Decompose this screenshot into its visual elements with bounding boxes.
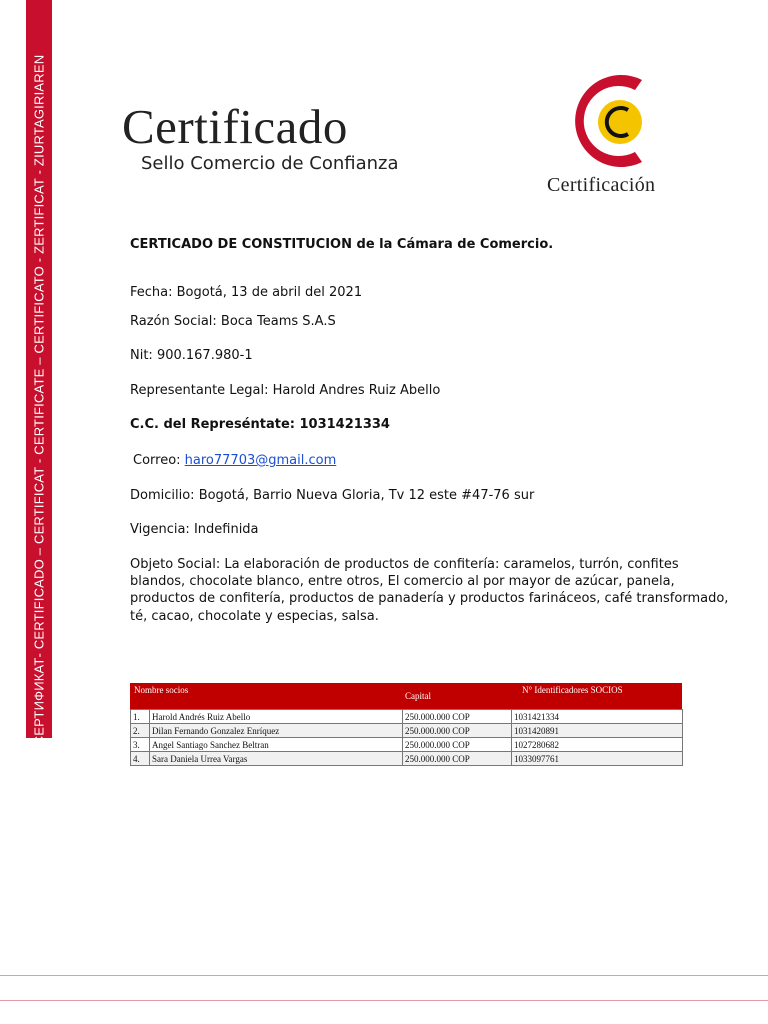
cc-line: C.C. del Represéntate: 1031421334 xyxy=(130,417,390,432)
row-capital: 250.000.000 COP xyxy=(403,724,512,738)
representante-line: Representante Legal: Harold Andres Ruiz Abello xyxy=(130,383,441,398)
table-body xyxy=(130,709,683,766)
objeto-social-paragraph: Objeto Social: La elaboración de productos de confitería: caramelos, turrón, confites blandos, chocolate blanco, entre otros, El comercio al por mayor de azúcar, panela, productos de confitería, productos de panadería y productos farináceos, café transformado, té, cacao, chocolate y especias, salsa. xyxy=(130,557,729,624)
table-row xyxy=(131,710,683,724)
row-name: Sara Daniela Urrea Vargas xyxy=(150,752,403,766)
certificate-heading: CERTICADO DE CONSTITUCION de la Cámara de Comercio. xyxy=(130,237,554,252)
nit-line: Nit: 900.167.980-1 xyxy=(130,348,253,363)
footer-divider xyxy=(0,975,768,976)
row-number: 4. xyxy=(131,752,150,766)
row-id: 1027280682 xyxy=(512,738,683,752)
row-capital: 250.000.000 COP xyxy=(403,752,512,766)
correo-line xyxy=(133,453,336,468)
header-identificadores: N° Identificadores SOCIOS xyxy=(522,685,623,695)
row-name: Angel Santiago Sanchez Beltran xyxy=(150,738,403,752)
row-capital: 250.000.000 COP xyxy=(403,710,512,724)
row-name: Harold Andrés Ruiz Abello xyxy=(150,710,403,724)
row-id: 1031420891 xyxy=(512,724,683,738)
footer-divider xyxy=(0,1000,768,1001)
row-id: 1033097761 xyxy=(512,752,683,766)
page-title: Certificado xyxy=(122,99,348,154)
row-number: 1. xyxy=(131,710,150,724)
row-id: 1031421334 xyxy=(512,710,683,724)
correo-label: Correo: xyxy=(133,453,185,468)
fecha-line: Fecha: Bogotá, 13 de abril del 2021 xyxy=(130,285,363,300)
domicilio-line: Domicilio: Bogotá, Barrio Nueva Gloria, Tv 12 este #47-76 sur xyxy=(130,488,535,503)
table-row xyxy=(131,724,683,738)
socios-table xyxy=(130,683,682,766)
certification-logo xyxy=(556,66,676,176)
page-subtitle: Sello Comercio de Confianza xyxy=(141,153,399,174)
table-row xyxy=(131,738,683,752)
row-capital: 250.000.000 COP xyxy=(403,738,512,752)
correo-link[interactable]: haro77703@gmail.com xyxy=(184,453,337,468)
header-nombre-socios: Nombre socios xyxy=(134,685,189,695)
header-capital: Capital xyxy=(405,691,431,701)
razon-social-line: Razón Social: Boca Teams S.A.S xyxy=(130,314,336,329)
table-row xyxy=(131,752,683,766)
table-header xyxy=(130,683,682,709)
logo-text: Certificación xyxy=(547,174,656,196)
row-name: Dilan Fernando Gonzalez Enríquez xyxy=(150,724,403,738)
side-band-text: СЕРТИФИКАТ- CERTIFICADO – CERTIFICAT - CERTIFICATE – CERTIFICATO - ZERTIFICAT - ZIURTAGIRIAREN xyxy=(31,54,47,746)
row-number: 2. xyxy=(131,724,150,738)
row-number: 3. xyxy=(131,738,150,752)
vigencia-line: Vigencia: Indefinida xyxy=(130,522,259,537)
